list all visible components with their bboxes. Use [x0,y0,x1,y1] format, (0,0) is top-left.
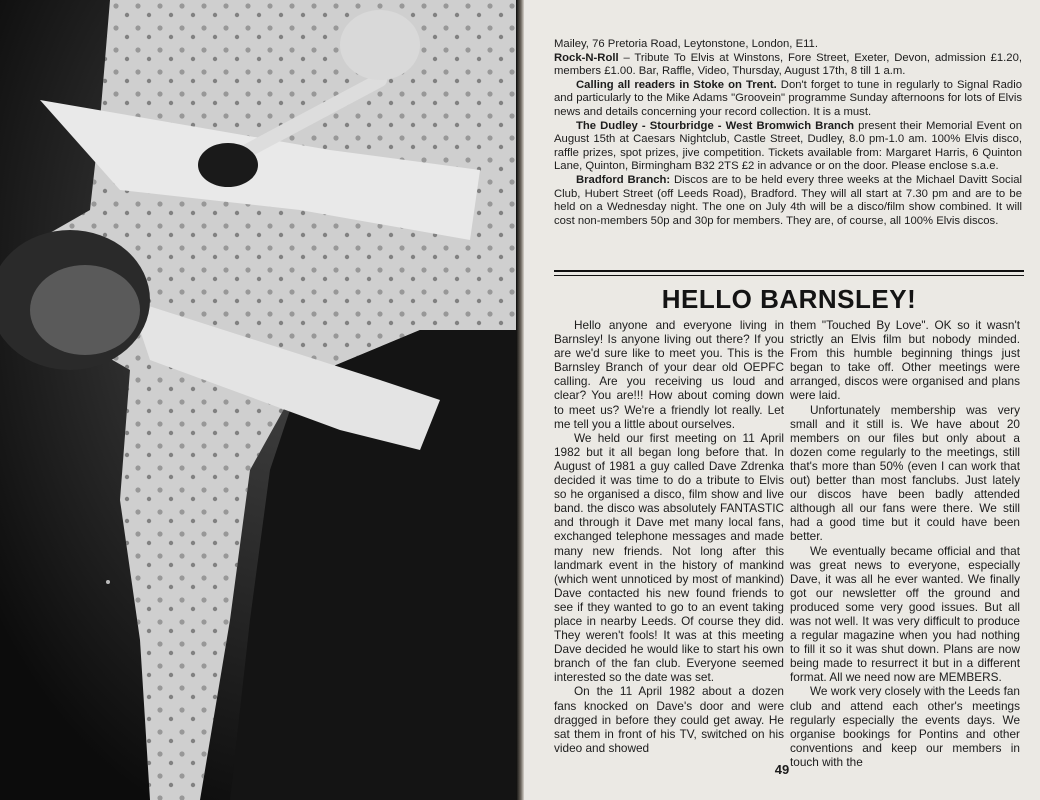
page-gutter [516,0,524,800]
page-number: 49 [774,762,790,777]
divider-thin [554,275,1024,276]
article-paragraph: We work very closely with the Leeds fan club and attend each other's meetings regularly especially the events days. We organise bookings for Pontins and other conventions and keep our members in touch with the [790,684,1020,769]
article-column-left [554,318,784,755]
article-column-right [790,318,1020,769]
article-paragraph: them "Touched By Love". OK so it wasn't strictly an Elvis film but nobody minded. From this humble beginning things just began to take off. Other meetings were arranged, discos were organised and plans were laid. [790,318,1020,403]
listing-dudley: The Dudley - Stourbridge - West Bromwich Branch present their Memorial Event on August 15th at Caesars Nightclub, Castle Street, Dudley, 8.0 pm-1.0 am. 100% Elvis disco, raffle prizes, spot prizes, jive competition. Tickets available from: Margaret Harris, 6 Quinton Lane, Quinton, Birmingham B32 2TS £2 in advance or on the door. Please enclose s.a.e. [554,119,1022,173]
listing-bradford: Bradford Branch: Discos are to be held every three weeks at the Michael Davitt Social Club, Hubert Street (off Leeds Road), Bradford. They will all start at 7.30 pm and are to be held on a Wednesday night. The one on July 4th will be a disco/film show combined. It will cost non-members 50p and 30p for members. They are, of course, all 100% Elvis discos. [554,173,1022,227]
article-headline: HELLO BARNSLEY! [661,284,917,314]
article-paragraph: Unfortunately membership was very small and it still is. We have about 20 members on our files but only about a dozen come regularly to the meetings, still that's more than 50% (even I can work that out) better than most fanclubs. Just lately our discos have been badly attended although all our fans were there. We still had a good time but it could have been better. [790,402,1020,544]
article-paragraph: Hello anyone and everyone living in Barnsley! Is anyone living out there? If you are we'd sure like to meet you. This is the Barnsley Branch of your dear old OEPFC calling. Are you receiving us loud and clear? You are!!! How about coming down to meet us? We're a friendly lot really. Let me tell you a little about ourselves. [554,318,784,431]
event-listings [554,38,1022,228]
divider-thick [554,270,1024,272]
performer-photo-illustration [0,0,516,800]
article-paragraph: We eventually became official and that was great news to everyone, especially Dave, it was all he ever wanted. We finally got our newsletter off the ground and produced some very good issues. But all was not well. It was very difficult to produce a regular magazine when you had nothing to fill it so it was shut down. Plans are now being made to resurrect it but in a different format. All we need now are MEMBERS. [790,543,1020,685]
article-paragraph: On the 11 April 1982 about a dozen fans knocked on Dave's door and were dragged in before they could get away. He sat them in front of his TV, switched on his video and showed [554,684,784,755]
performer-photo [0,0,516,800]
listing-address: Mailey, 76 Pretoria Road, Leytonstone, London, E11. [554,38,818,50]
listing-rock-n-roll: Rock-N-Roll – Tribute To Elvis at Winstons, Fore Street, Exeter, Devon, admission £1.20, members £1.00. Bar, Raffle, Video, Thursday, August 17th, 8 till 1 a.m. [554,51,1022,78]
article-paragraph: We held our first meeting on 11 April 1982 but it all began long before that. In August of 1981 a guy called Dave Zdrenka decided it was time to do a tribute to Elvis so he organised a disco, film show and live band. the disco was absolutely FANTASTIC and through it Dave met many local fans, exchanged telephone messages and made many new friends. Not long after this landmark event in the history of mankind (which went unnoticed by most of mankind) Dave contacted his new found friends to see if they wanted to go to an event taking place in nearby Leeds. Of course they did. They weren't fools! It was at this meeting Dave decided he would like to start his own branch of the fan club. Everyone seemed interested so the date was set. [554,430,784,685]
listing-stoke: Calling all readers in Stoke on Trent. Don't forget to tune in regularly to Signal Radio and particularly to the Mike Adams "Groovein" programme Sunday afternoons for lots of Elvis news and details concerning your record collection. It is a must. [554,78,1022,118]
text-page [524,0,1040,800]
